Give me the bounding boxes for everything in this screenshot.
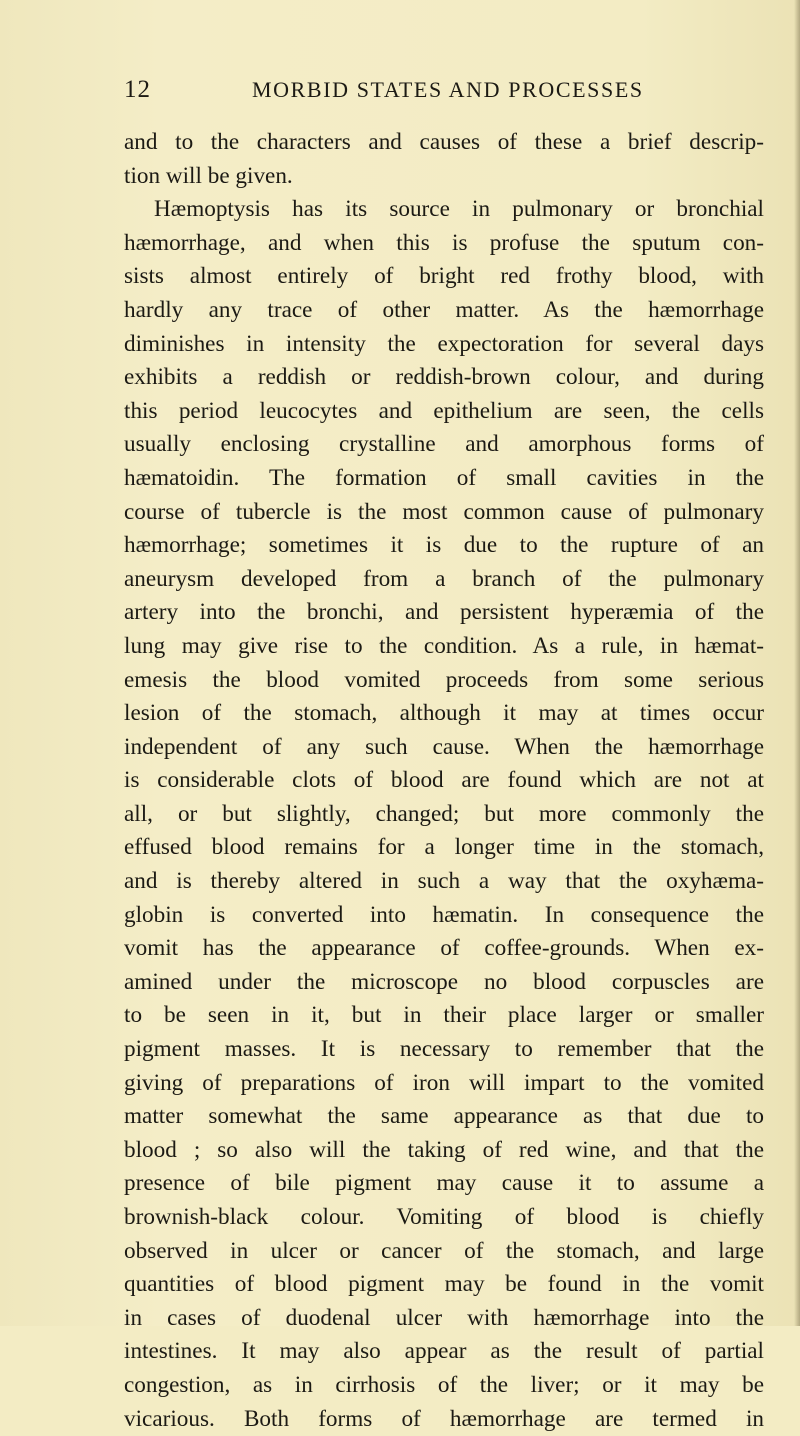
- text-line: globin is converted into hæmatin. In consequence the: [124, 901, 764, 928]
- text-line: matter somewhat the same appearance as that due to: [124, 1103, 764, 1130]
- text-line: exhibits a reddish or reddish-brown colour, and during: [124, 364, 764, 391]
- page-edge-shadow: [794, 0, 800, 1326]
- text-line: and to the characters and causes of these a brief descrip-: [124, 129, 764, 155]
- text-line: hardly any trace of other matter. As the hæmorrhage: [124, 296, 764, 323]
- text-line: congestion, as in cirrhosis of the liver; or it may be: [124, 1371, 764, 1398]
- text-line: artery into the bronchi, and persistent hyperæmia of the: [124, 599, 764, 626]
- text-line: to be seen in it, but in their place larger or smaller: [124, 1002, 764, 1029]
- text-line: blood ; so also will the taking of red wine, and that the: [124, 1136, 764, 1163]
- text-line: this period leucocytes and epithelium are seen, the cells: [124, 397, 764, 424]
- text-line: amined under the microscope no blood corpuscles are: [124, 968, 764, 995]
- text-line: usually enclosing crystalline and amorphous forms of: [124, 431, 764, 458]
- text-line: diminishes in intensity the expectoration for several days: [124, 330, 764, 357]
- text-line: observed in ulcer or cancer of the stomach, and large: [124, 1237, 764, 1264]
- text-line: tion will be given.: [124, 162, 293, 189]
- text-line: vicarious. Both forms of hæmorrhage are termed in: [124, 1405, 764, 1432]
- text-line: aneurysm developed from a branch of the pulmonary: [124, 565, 764, 592]
- text-line: all, or but slightly, changed; but more commonly the: [124, 800, 764, 827]
- text-line: lung may give rise to the condition. As a rule, in hæmat-: [124, 632, 764, 659]
- text-line: pigment masses. It is necessary to remember that the: [124, 1036, 764, 1063]
- text-line: Hæmoptysis has its source in pulmonary or bronchial: [154, 196, 764, 223]
- text-line: hæmorrhage; sometimes it is due to the rupture of an: [124, 532, 764, 559]
- text-line: quantities of blood pigment may be found in the vomit: [124, 1271, 764, 1298]
- text-line: and is thereby altered in such a way that the oxyhæma-: [124, 868, 764, 895]
- text-line: sists almost entirely of bright red frothy blood, with: [124, 263, 764, 290]
- text-line: emesis the blood vomited proceeds from some serious: [124, 666, 764, 693]
- text-line: giving of preparations of iron will impart to the vomited: [124, 1069, 764, 1096]
- text-line: presence of bile pigment may cause it to assume a: [124, 1170, 764, 1197]
- text-line: vomit has the appearance of coffee-grounds. When ex-: [124, 935, 764, 962]
- text-line: hæmatoidin. The formation of small cavities in the: [124, 464, 764, 491]
- running-head: MORBID STATES AND PROCESSES: [252, 77, 644, 102]
- page-number: 12: [124, 76, 151, 103]
- text-line: hæmorrhage, and when this is profuse the sputum con-: [124, 229, 764, 256]
- text-line: in cases of duodenal ulcer with hæmorrhage into the: [124, 1304, 764, 1331]
- text-line: effused blood remains for a longer time in the stomach,: [124, 834, 764, 861]
- text-line: lesion of the stomach, although it may at times occur: [124, 700, 764, 727]
- text-line: independent of any such cause. When the hæmorrhage: [124, 733, 764, 760]
- text-line: intestines. It may also appear as the result of partial: [124, 1338, 764, 1365]
- text-line: course of tubercle is the most common cause of pulmonary: [124, 498, 764, 525]
- page-header: [124, 76, 764, 110]
- text-line: is considerable clots of blood are found which are not at: [124, 767, 764, 794]
- body-text: [124, 126, 764, 1436]
- text-line: brownish-black colour. Vomiting of blood is chiefly: [124, 1204, 764, 1230]
